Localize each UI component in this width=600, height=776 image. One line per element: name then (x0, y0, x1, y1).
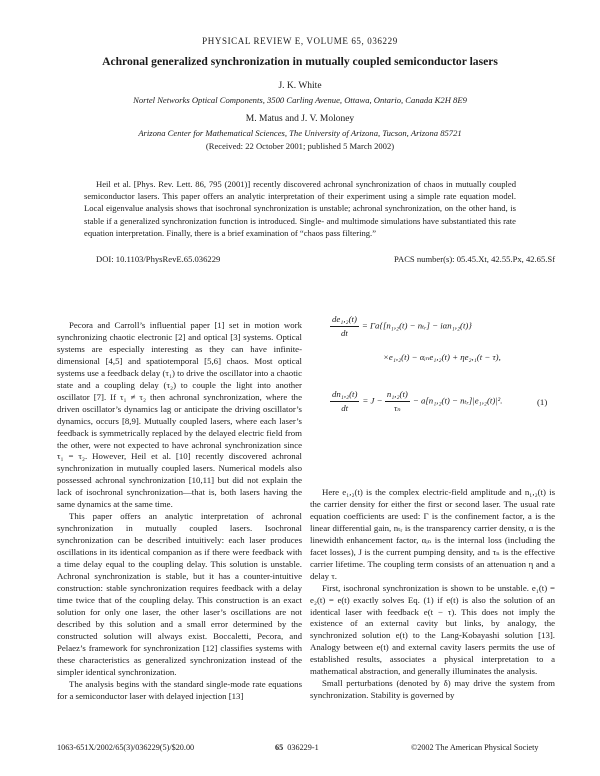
footer-issn: 1063-651X/2002/65(3)/036229(5)/$20.00 (57, 743, 195, 752)
eq1a-numerator: de₁,₂(t) (330, 314, 359, 327)
body-paragraph: First, isochronal synchronization is shown to be unstable. e₁(t) = e₂(t) = e(t) exactly solves Eq. (1) if e(t) is also the solution of an identical laser with feedback e(t − τ). This does not imply the existence of an external cavity but links, by analogy, the synchronized solution e(t) to the Lang-Kobayashi solution [13]. Analogy between e(t) and external cavity lasers permits the use of established results, associates a physical interpretation to a mathematical abstraction, and generally illuminates the analysis. (310, 582, 555, 677)
equation-1a-continued: ×e₁,₂(t) − αᵢₙe₁,₂(t) + ηe₂,₁(t − τ), (383, 352, 501, 362)
footer-article-id: 036229-1 (287, 743, 319, 752)
eq1b-fraction-numerator: n₁,₂(t) (385, 389, 410, 402)
author-first: J. K. White (278, 81, 322, 91)
body-paragraph: This paper offers an analytic interpretation of achronal synchronization in mutually coupled lasers. Isochronal synchronization can be described intuitively: each laser produces oscillations in its identical companion as if there were feedback with a time delay equal to the coupling delay. This solution is unstable. Achronal synchronization is stable, but it has a counter-intuitive construction: stable synchronization requires feedback with a delay time twice that of the coupling delay. This construction is an exact solution for only one laser, the other laser’s oscillations are not described by this solution and a small error determined by the constructed solution will always exist. Boccaletti, Pecora, and Pelaez’s framework for synchronization [12] classifies systems with these characteristics as generalized synchronization instead of the simpler identical synchronization. (57, 511, 302, 677)
affiliation-second: Arizona Center for Mathematical Sciences, The University of Arizona, Tucson, Arizona 85721 (138, 128, 462, 138)
author-second: M. Matus and J. V. Moloney (245, 114, 355, 124)
eq1b-derivative (330, 389, 359, 414)
eq1b-middle: = J − (362, 395, 383, 406)
body-paragraph: Small perturbations (denoted by δ) may drive the system from synchronization. Stability is governed by (310, 678, 555, 701)
affiliation-first: Nortel Networks Optical Components, 3500 Carling Avenue, Ottawa, Ontario, Canada K2H 8E9 (133, 95, 467, 105)
pacs-numbers: PACS number(s): 05.45.Xt, 42.55.Px, 42.65.Sf (394, 254, 556, 264)
left-column (57, 320, 302, 703)
footer-page-number (275, 743, 319, 752)
right-column (310, 487, 555, 702)
footer-copyright: ©2002 The American Physical Society (411, 743, 539, 752)
eq1a-rhs: = Γa{[n₁,₂(t) − nₜᵣ] − iαn₁,₂(t)} (361, 320, 472, 331)
body-paragraph: Here e₁,₂(t) is the complex electric-field amplitude and n₁,₂(t) is the carrier density for either the first or second laser. The usual rate equation coefficients are used: Γ is the confinement factor, a is the linear differential gain, nₜᵣ is the transparency carrier density, α is the linewidth enhancement factor, αᵢₙ is the internal loss (including the facet losses), J is the current pumping density, and τₙ is the effective carrier lifetime. The coupling term consists of an attenuation η and a delay τ. (310, 487, 555, 581)
equation-1a (330, 314, 472, 339)
eq1b-rest: − a[n₁,₂(t) − nₜᵣ]|e₁,₂(t)|². (412, 395, 503, 406)
equation-1b (330, 389, 503, 414)
received-date: (Received: 22 October 2001; published 5 March 2002) (205, 141, 395, 151)
eq1b-fraction-denominator: τₙ (393, 403, 401, 413)
paper-title: Achronal generalized synchronization in mutually coupled semiconductor lasers (102, 55, 498, 68)
eq1a-derivative (330, 314, 359, 339)
eq1a-denominator: dt (341, 328, 348, 338)
doi: DOI: 10.1103/PhysRevE.65.036229 (96, 254, 221, 264)
footer-volume: 65 (275, 743, 284, 752)
equation-number: (1) (537, 397, 548, 407)
eq1b-numerator: dn₁,₂(t) (330, 389, 359, 402)
eq1b-denominator: dt (341, 403, 349, 413)
body-paragraph: The analysis begins with the standard single-mode rate equations for a semiconductor laser with delayed injection [13] (57, 678, 302, 701)
abstract: Heil et al. [Phys. Rev. Lett. 86, 795 (2001)] recently discovered achronal synchronization of chaos in mutually coupled semiconductor lasers. This paper offers an analytic interpretation of their experiment using a simple rate equation model. Local eigenvalue analysis shows that isochronal synchronization is unstable; achronal synchronization, on the other hand, is stable if a generalized synchronization function is introduced. Single- and multimode simulations have substantiated this rate equation interpretation. Finally, there is a brief examination of “chaos pass filtering.” (84, 179, 516, 238)
eq1b-fraction (385, 389, 410, 414)
running-head: PHYSICAL REVIEW E, VOLUME 65, 036229 (202, 36, 398, 46)
body-paragraph: Pecora and Carroll’s influential paper [1] set in motion work synchronizing chaotic electronic [2] and optical [3] systems. Optical systems are especially interesting as they can have infinite-dimensional [4,5] and spatiotemporal [5,6] chaos. Most optical systems use a feedback delay (τ₁) to drive the oscillator into a chaotic state and a coupling delay (τ₂) to couple the light into another oscillator [7]. If τ₁ ≠ τ₂ then achronal synchronization, where the driven oscillator’s dynamics lag or anticipate the driving oscillator’s dynamics, occurs [8,9]. Mutually coupled lasers, where each laser’s feedback is symmetrically replaced by the delayed electric field from the other, were not expected to have achronal synchronization since τ₁ = τ₂. However, Heil et al. [10] recently discovered achronal synchronization in mutually coupled lasers. Numerical models also possessed achronal synchronization [10,11] but did not explain the lack of isochronal synchronization—that is, both lasers having the same dynamics at the same time. (57, 320, 302, 510)
